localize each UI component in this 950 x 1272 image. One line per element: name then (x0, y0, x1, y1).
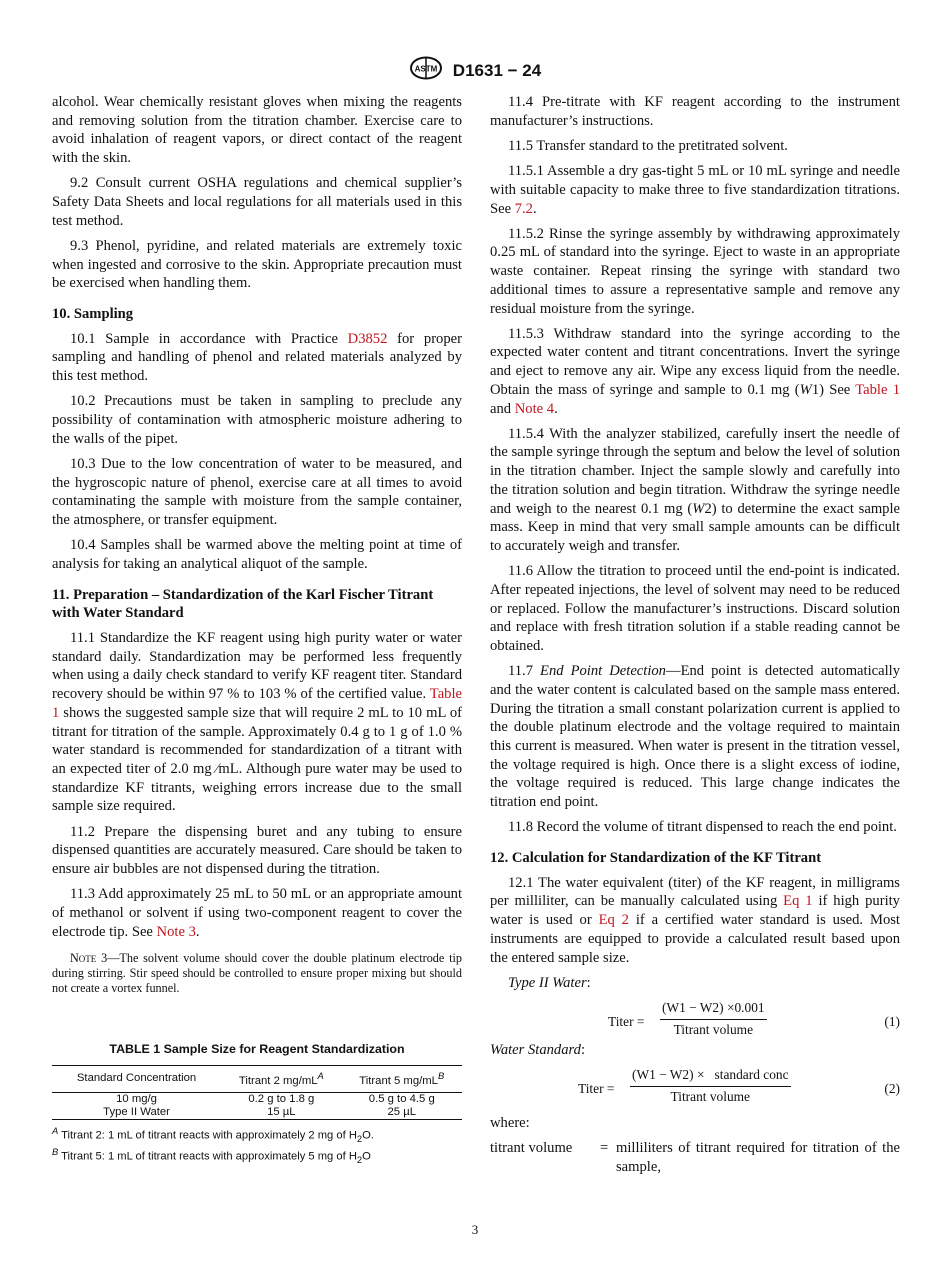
para-9-1-cont: alcohol. Wear chemically resistant gloves when mixing the reagents and removing solution from the titration chamber. Exercise care to avoid inhalation of reagent vapors, or direct contact of the reagent with the skin. (52, 94, 462, 167)
where-definition (490, 1139, 900, 1176)
table-header: Standard Concentration (52, 1066, 221, 1092)
section-12-heading: 12. Calculation for Standardization of the KF Titrant (490, 850, 822, 867)
para-10-2: 10.2 Precautions must be taken in sampling to preclude any possibility of contamination with atmospheric moisture adhering to the walls of the pipet. (52, 393, 462, 447)
equation-fraction (630, 1066, 791, 1106)
table-1-caption: TABLE 1 Sample Size for Reagent Standardization (109, 1042, 405, 1057)
where-term: titrant volume (490, 1140, 573, 1157)
page-header (0, 56, 950, 85)
water-standard-label: Water Standard: (490, 1041, 586, 1058)
where-equals: = (600, 1140, 609, 1157)
link-d3852[interactable]: D3852 (347, 330, 388, 347)
para-11-5-4: 11.5.4 With the analyzer stabilized, carefully insert the needle of the sample syringe through the septum and below the level of solution in the titration chamber. Inject the sample slowly and carefully into the titration solution and begin titration. Withdraw the syringe needle and weigh to the nearest 0.1 mg (W2) to determine the exact sample mass. Keep in mind that very small sample amounts can be difficult to accurately weigh and transfer. (490, 425, 901, 554)
equation-2 (490, 1066, 900, 1106)
para-11-6: 11.6 Allow the titration to proceed until the end-point is indicated. After repeated injections, the level of solvent may need to be reduced or replaced. Follow the manufacturer’s instructions. Discard solution and replace with fresh titration solution if a stable reading cannot be obtained. (490, 563, 900, 654)
para-10-4: 10.4 Samples shall be warmed above the melting point at time of analysis for taking an analytical aliquot of the sample. (52, 537, 462, 572)
table-footnote-b: $^B$ Titrant 5: 1 mL of titrant reacts with approximately 5 mg of $H_2O$ (52, 1147, 371, 1166)
table-footnote-a: $^A$ Titrant 2: 1 mL of titrant reacts with approximately 2 mg of $H_2O$. (52, 1125, 374, 1144)
link-eq-2[interactable]: Eq 2 (598, 912, 629, 929)
para-12-1: 12.1 The water equivalent (titer) of the KF reagent, in milligrams per milliliter, can be manually calculated using Eq 1 if high purity water is used or Eq 2 if a certified water standard is used. Most instruments are equipped to provide a calculated result based upon the entered sample size. (490, 874, 900, 966)
table-row: 10 mg/g 0.2 g to 1.8 g 0.5 g to 4.5 g (116, 1092, 435, 1105)
link-note-3[interactable]: Note 3 (156, 923, 196, 940)
equation-denominator: Titrant volume (670, 1088, 750, 1104)
table-1 (52, 1040, 462, 1167)
equation-lhs: Titer = (608, 1013, 645, 1029)
para-11-3: 11.3 Add approximately 25 mL to 50 mL or an appropriate amount of methanol or solvent if using two-component reagent to cover the electrode tip. See Note 3. (52, 886, 462, 940)
equation-denominator: Titrant volume (673, 1021, 754, 1037)
right-column (490, 93, 900, 1177)
table-row: Type II Water 15 µL 25 µL (52, 1106, 462, 1120)
para-11-5: 11.5 Transfer standard to the pretitrated solvent. (508, 137, 788, 154)
where-label: where: (490, 1115, 530, 1132)
astm-logo-icon (409, 56, 443, 85)
para-11-5-2: 11.5.2 Rinse the syringe assembly by withdrawing approximately 0.25 mL of standard into the syringe. Eject to waste in an appropriate waste container. Repeat rinsing the syringe with standard two additional times to assure a representative sample and remove any residual moisture from the syringe. (490, 225, 900, 317)
para-11-5-3: 11.5.3 Withdraw standard into the syringe according to the expected water content and titrant concentrations. Invert the syringe and eject to remove any air. Wipe any excess liquid from the needle. Obtain the mass of syringe and sample to 0.1 mg (W1) See Table 1 and Note 4. (490, 325, 900, 417)
table-header: Titrant 2 $mg/mL^A$ (221, 1066, 341, 1092)
type-ii-water-label: Type II Water: (508, 974, 591, 991)
equation-numerator: (W1 − W2) × standard conc (630, 1066, 791, 1087)
para-11-4: 11.4 Pre-titrate with KF reagent according to the instrument manufacturer’s instructions. (490, 94, 900, 129)
equation-number: (2) (884, 1081, 900, 1097)
para-9-2: 9.2 Consult current OSHA regulations and chemical supplier’s Safety Data Sheets and local regulations for all materials used in this test method. (52, 175, 462, 229)
equation-lhs: Titer = (578, 1081, 615, 1097)
link-eq-1[interactable]: Eq 1 (783, 893, 813, 910)
para-10-3: 10.3 Due to the low concentration of water to be measured, and the hygroscopic nature of phenol, exercise care at all times to avoid contaminating the sample with moisture from the sample container, the atmosphere, or transfer equipment. (52, 455, 462, 529)
para-11-8: 11.8 Record the volume of titrant dispensed to reach the end point. (508, 819, 897, 836)
equation-numerator: (W1 − W2) ×0.001 (660, 999, 767, 1020)
link-table-1[interactable]: Table 1 (855, 381, 900, 398)
para-11-2: 11.2 Prepare the dispensing buret and any tubing to ensure dispensed quantities are accurately measured. Care should be taken to ensure air bubbles are not dispensed during the titration. (52, 823, 462, 878)
equation-number: (1) (884, 1013, 900, 1029)
para-11-5-1: 11.5.1 Assemble a dry gas-tight 5 mL or 10 mL syringe and needle with suitable capacity to make three to five standardization titrations. See 7.2. (490, 163, 900, 217)
table-header: Titrant 5 $mg/mL^B$ (342, 1066, 462, 1092)
astm-logo-text: ASTM (414, 64, 438, 74)
link-7-2[interactable]: 7.2 (514, 200, 533, 217)
section-11-heading: 11. Preparation – Standardization of the Karl Fischer Titrant with Water Standard (52, 586, 434, 622)
para-9-3: 9.3 Phenol, pyridine, and related materials are extremely toxic when ingested and corrosive to the skin. Appropriate precaution must be exercised when handling them. (52, 237, 462, 292)
link-table-1[interactable]: Table 1 (52, 686, 462, 721)
page-number: 3 (471, 1222, 479, 1237)
equation-fraction (660, 999, 767, 1039)
left-column (52, 93, 462, 1167)
standard-designation: D1631 − 24 (452, 60, 542, 80)
para-11-1: 11.1 Standardize the KF reagent using high purity water or water standard daily. Standardization may be performed less frequently when using a daily check standard to verify KF reagent titer. Standard recovery should be within 97 % to 103 % of the certified value. Table 1 shows the suggested sample size that will require 2 mL to 10 mL of titrant for titration of the sample. Approximately 0.4 g to 1 g of 1.0 % water standard is recommended for standardization of a titrant with an expected titer of 2.0 mg ⁄mL. Although pure water may be used to standardize KF titrants, weighing errors increase due to the small sample size required. (52, 630, 462, 815)
equation-1 (490, 999, 900, 1039)
where-def: milliliters of titrant required for titration of the sample, (616, 1140, 900, 1176)
para-10-1: 10.1 Sample in accordance with Practice D3852 for proper sampling and handling of phenol and related materials analyzed by this test method. (52, 330, 462, 385)
table-1-grid (52, 1065, 462, 1119)
para-11-7: 11.7 End Point Detection—End point is detected automatically and the water content is calculated based on the sample mass entered. During the titration a small constant polarization current is applied to the double platinum electrode and the voltage required to maintain this current is measured. When water is present in the titration vessel, the voltage required is high. Once there is a slight excess of iodine, the voltage required is reduced. This large change indicates the titration end point. (490, 663, 901, 811)
note-3: Note 3—The solvent volume should cover the double platinum electrode tip during stirring. Stir speed should be controlled to ensure proper mixing but should not create a vortex funnel. (52, 951, 462, 996)
link-note-4[interactable]: Note 4 (514, 400, 555, 417)
section-10-heading: 10. Sampling (52, 306, 134, 323)
